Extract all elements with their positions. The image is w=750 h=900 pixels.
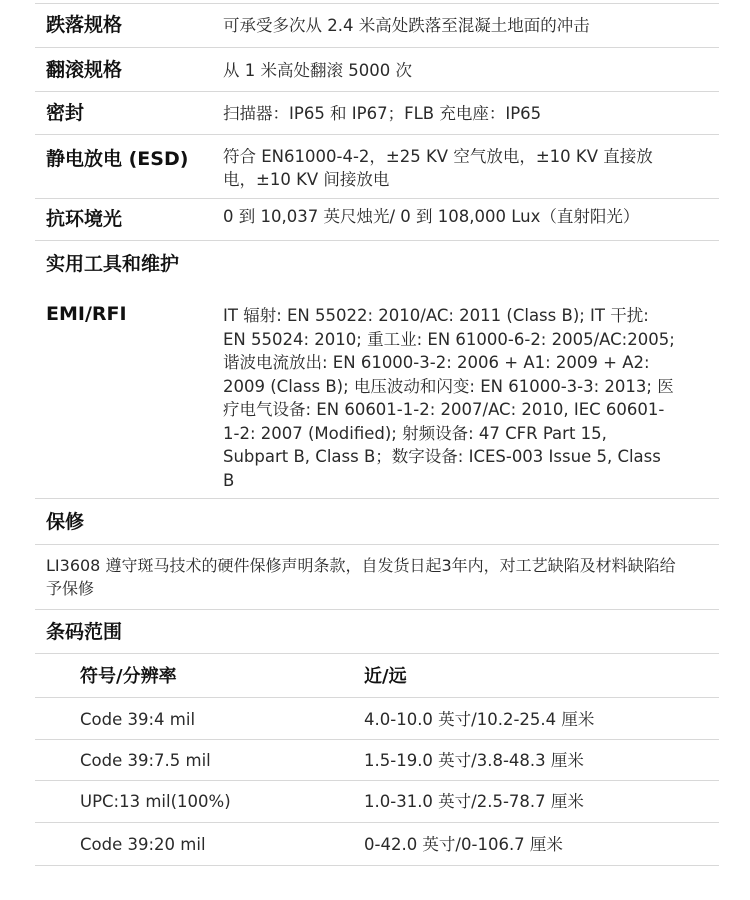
spec-value-ambient-light: 0 到 10,037 英尺烛光/ 0 到 108,000 Lux（直射阳光）	[223, 207, 640, 226]
spec-value-emi: IT 辐射: EN 55022: 2010/AC: 2011 (Class B); IT 干扰: EN 55024: 2010; 重工业: EN 61000-6-2: 2005/AC:2005; 谐波电流放出: EN 61000-3-2: 2006 + A1: 2009 + A2: 2009 (Class B); 电压波动和闪变: EN 61000-3-3: 2013; 医疗电气设备: EN 60601-1-2: 2007/AC: 2010, IEC 60601-1-2: 2007 (Modified); 射频设备: 47 CFR Part 15, Subpart B, Class B；数字设备: ICES-003 Issue 5, Class B	[223, 306, 675, 490]
top-divider	[35, 3, 719, 4]
row-divider	[35, 822, 719, 823]
table-cell-symbol: Code 39:20 mil	[80, 835, 206, 854]
section-title-barcode: 条码范围	[46, 621, 123, 643]
spec-label-esd: 静电放电 (ESD)	[46, 148, 189, 170]
table-cell-symbol: Code 39:7.5 mil	[80, 751, 211, 770]
spec-value-esd: 符合 EN61000-4-2，±25 KV 空气放电，±10 KV 直接放电，±10 KV 间接放电	[223, 147, 653, 189]
spec-value-drop: 可承受多次从 2.4 米高处跌落至混凝土地面的冲击	[223, 16, 590, 35]
row-divider	[35, 653, 719, 654]
warranty-text: LI3608 遵守斑马技术的硬件保修声明条款，自发货日起3年内，对工艺缺陷及材料缺陷给予保修	[46, 556, 676, 598]
section-title-tools: 实用工具和维护	[46, 253, 180, 275]
table-cell-range: 0-42.0 英寸/0-106.7 厘米	[364, 835, 563, 854]
table-cell-range: 1.5-19.0 英寸/3.8-48.3 厘米	[364, 751, 584, 770]
section-title-warranty: 保修	[46, 511, 85, 533]
row-divider	[35, 240, 719, 241]
row-divider	[35, 697, 719, 698]
row-divider	[35, 498, 719, 499]
row-divider	[35, 739, 719, 740]
spec-value-sealing: 扫描器：IP65 和 IP67；FLB 充电座：IP65	[223, 104, 542, 123]
table-header-symbol: 符号/分辨率	[80, 666, 177, 687]
row-divider	[35, 91, 719, 92]
row-divider	[35, 544, 719, 545]
row-divider	[35, 198, 719, 199]
spec-value-tumble: 从 1 米高处翻滚 5000 次	[223, 61, 412, 80]
row-divider	[35, 780, 719, 781]
spec-label-ambient-light: 抗环境光	[46, 208, 123, 230]
spec-label-tumble: 翻滚规格	[46, 59, 123, 81]
spec-label-sealing: 密封	[46, 102, 85, 124]
row-divider	[35, 134, 719, 135]
table-cell-range: 1.0-31.0 英寸/2.5-78.7 厘米	[364, 792, 584, 811]
table-cell-symbol: Code 39:4 mil	[80, 710, 196, 729]
spec-label-drop: 跌落规格	[46, 14, 123, 36]
table-header-range: 近/远	[364, 666, 407, 687]
row-divider	[35, 865, 719, 866]
row-divider	[35, 47, 719, 48]
row-divider	[35, 609, 719, 610]
table-cell-symbol: UPC:13 mil(100%)	[80, 792, 231, 811]
table-cell-range: 4.0-10.0 英寸/10.2-25.4 厘米	[364, 710, 595, 729]
spec-label-emi: EMI/RFI	[46, 303, 127, 325]
